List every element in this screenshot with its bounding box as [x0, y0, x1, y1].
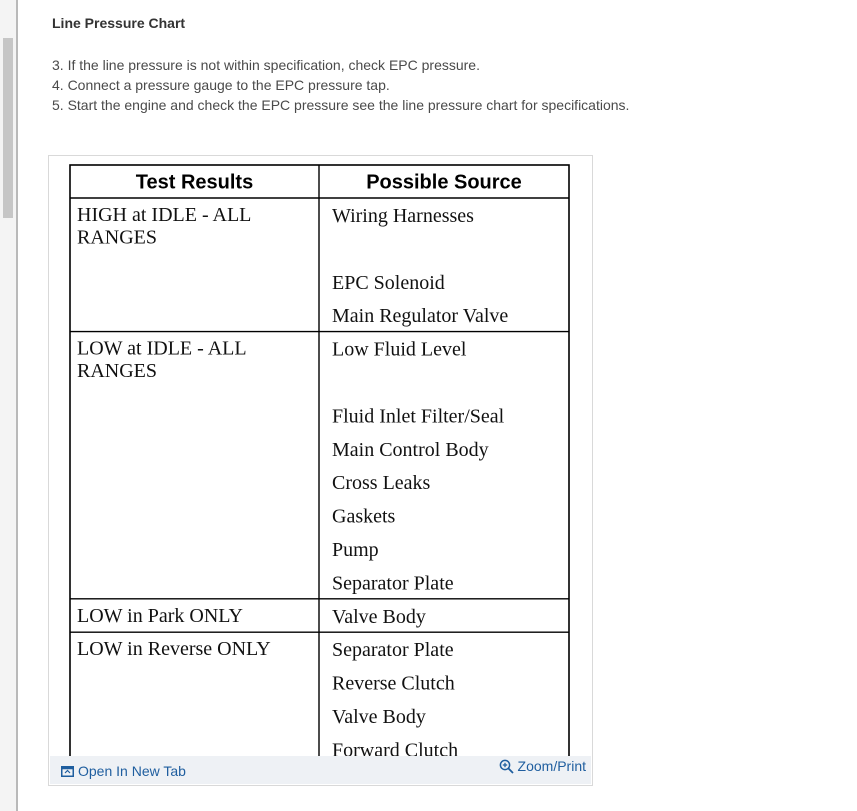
zoom-print-label: Zoom/Print	[517, 758, 586, 774]
possible-source-text: Forward Clutch	[332, 739, 459, 756]
zoom-print-link[interactable]	[499, 758, 586, 774]
figure-footer	[50, 756, 591, 784]
test-result-text: HIGH at IDLE - ALL	[77, 204, 252, 226]
header-possible-source: Possible Source	[366, 171, 522, 194]
test-result-text: RANGES	[77, 360, 158, 383]
open-tab-icon	[61, 765, 74, 777]
possible-source-text: EPC Solenoid	[332, 271, 445, 294]
step-item: 4. Connect a pressure gauge to the EPC pressure tap.	[52, 77, 390, 93]
possible-source-text: Valve Body	[332, 706, 426, 728]
open-in-new-tab-label: Open In New Tab	[78, 763, 186, 779]
instruction-steps	[52, 56, 629, 116]
possible-source-text: Reverse Clutch	[332, 672, 455, 695]
possible-source-text: Valve Body	[332, 605, 426, 628]
step-item: 3. If the line pressure is not within specification, check EPC pressure.	[52, 57, 480, 73]
possible-source-text: Separator Plate	[332, 639, 454, 662]
zoom-icon	[499, 759, 514, 774]
left-scrollbar[interactable]	[0, 0, 18, 811]
line-pressure-table[interactable]	[49, 156, 592, 756]
page-title: Line Pressure Chart	[52, 15, 186, 31]
possible-source-text: Cross Leaks	[332, 472, 431, 495]
test-result-text: RANGES	[77, 226, 158, 249]
possible-source-text: Pump	[332, 539, 379, 561]
test-result-text: LOW at IDLE - ALL	[77, 337, 247, 360]
possible-source-text: Separator Plate	[332, 572, 454, 595]
chart-figure	[48, 155, 593, 786]
possible-source-text: Gaskets	[332, 505, 396, 528]
test-result-text: LOW in Park ONLY	[77, 604, 243, 627]
step-item: 5. Start the engine and check the EPC pressure see the line pressure chart for specifications.	[52, 97, 630, 113]
possible-source-text: Main Control Body	[332, 438, 489, 461]
header-test-results: Test Results	[135, 171, 254, 194]
open-in-new-tab-link[interactable]	[61, 763, 186, 779]
possible-source-text: Wiring Harnesses	[332, 205, 474, 227]
possible-source-text: Main Regulator Valve	[332, 305, 509, 328]
possible-source-text: Low Fluid Level	[332, 338, 467, 361]
possible-source-text: Fluid Inlet Filter/Seal	[332, 405, 505, 428]
test-result-text: LOW in Reverse ONLY	[77, 638, 271, 661]
scrollbar-thumb[interactable]	[3, 38, 13, 218]
